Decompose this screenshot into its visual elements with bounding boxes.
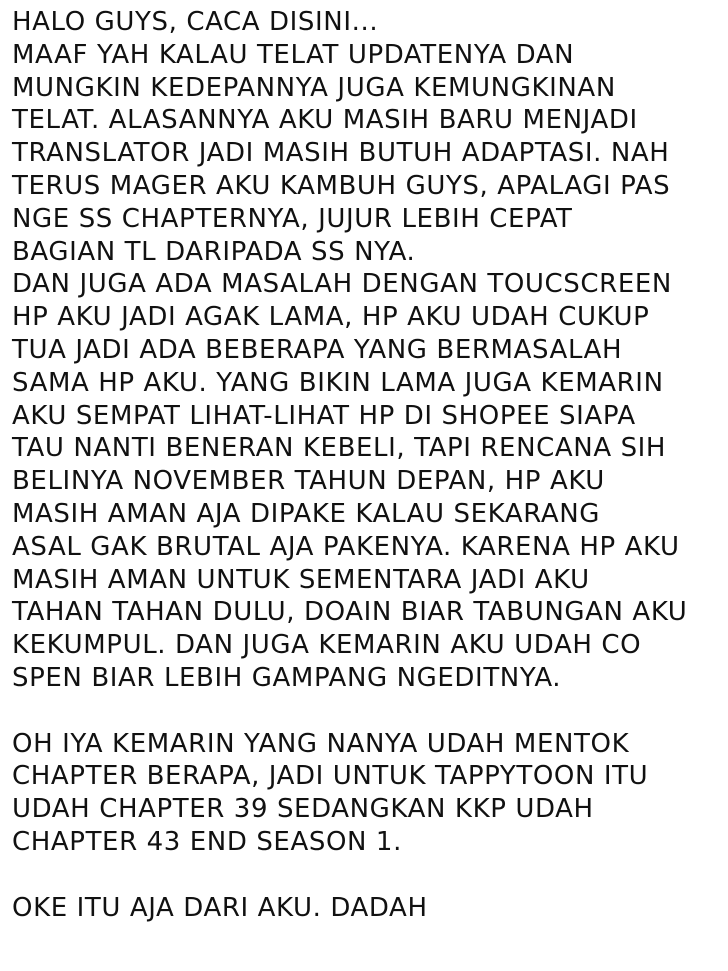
text-line: DAN JUGA ADA MASALAH DENGAN TOUCSCREEN [12,269,672,300]
text-line: CHAPTER 43 END SEASON 1. [12,826,402,857]
text-line: TRANSLATOR JADI MASIH BUTUH ADAPTASI. NAH [12,138,670,169]
text-line: MASIH AMAN AJA DIPAKE KALAU SEKARANG [12,498,601,529]
paragraph-1 [12,6,716,695]
translator-note [12,6,716,924]
text-line: TERUS MAGER AKU KAMBUH GUYS, APALAGI PAS [12,170,671,201]
text-line: UDAH CHAPTER 39 SEDANGKAN KKP UDAH [12,794,594,825]
text-line: HALO GUYS, CACA DISINI... [12,7,379,37]
text-line: TAU NANTI BENERAN KEBELI, TAPI RENCANA SIH [12,433,667,464]
text-line: ASAL GAK BRUTAL AJA PAKENYA. KARENA HP AKU [12,531,680,562]
text-line: KEKUMPUL. DAN JUGA KEMARIN AKU UDAH CO [12,630,642,661]
text-line: OKE ITU AJA DARI AKU. DADAH [12,892,428,923]
text-line: TAHAN TAHAN DULU, DOAIN BIAR TABUNGAN AKU [12,597,688,628]
text-line: HP AKU JADI AGAK LAMA, HP AKU UDAH CUKUP [12,302,650,333]
paragraph-2 [12,728,716,859]
paragraph-spacer [12,859,716,892]
text-line: MUNGKIN KEDEPANNYA JUGA KEMUNGKINAN [12,72,616,103]
paragraph-3 [12,892,716,925]
text-line: SPEN BIAR LEBIH GAMPANG NGEDITNYA. [12,662,562,693]
text-line: AKU SEMPAT LIHAT-LIHAT HP DI SHOPEE SIAPA [12,400,636,431]
text-line: BAGIAN TL DARIPADA SS NYA. [12,236,416,267]
text-line: MAAF YAH KALAU TELAT UPDATENYA DAN [12,39,575,70]
text-line: OH IYA KEMARIN YANG NANYA UDAH MENTOK [12,728,630,759]
text-line: NGE SS CHAPTERNYA, JUJUR LEBIH CEPAT [12,203,573,234]
text-line: SAMA HP AKU. YANG BIKIN LAMA JUGA KEMARIN [12,367,664,398]
text-line: TUA JADI ADA BEBERAPA YANG BERMASALAH [12,334,623,365]
paragraph-spacer [12,695,716,728]
text-line: BELINYA NOVEMBER TAHUN DEPAN, HP AKU [12,466,605,497]
text-line: MASIH AMAN UNTUK SEMENTARA JADI AKU [12,564,590,595]
text-line: TELAT. ALASANNYA AKU MASIH BARU MENJADI [12,105,638,136]
text-line: CHAPTER BERAPA, JADI UNTUK TAPPYTOON ITU [12,761,649,792]
